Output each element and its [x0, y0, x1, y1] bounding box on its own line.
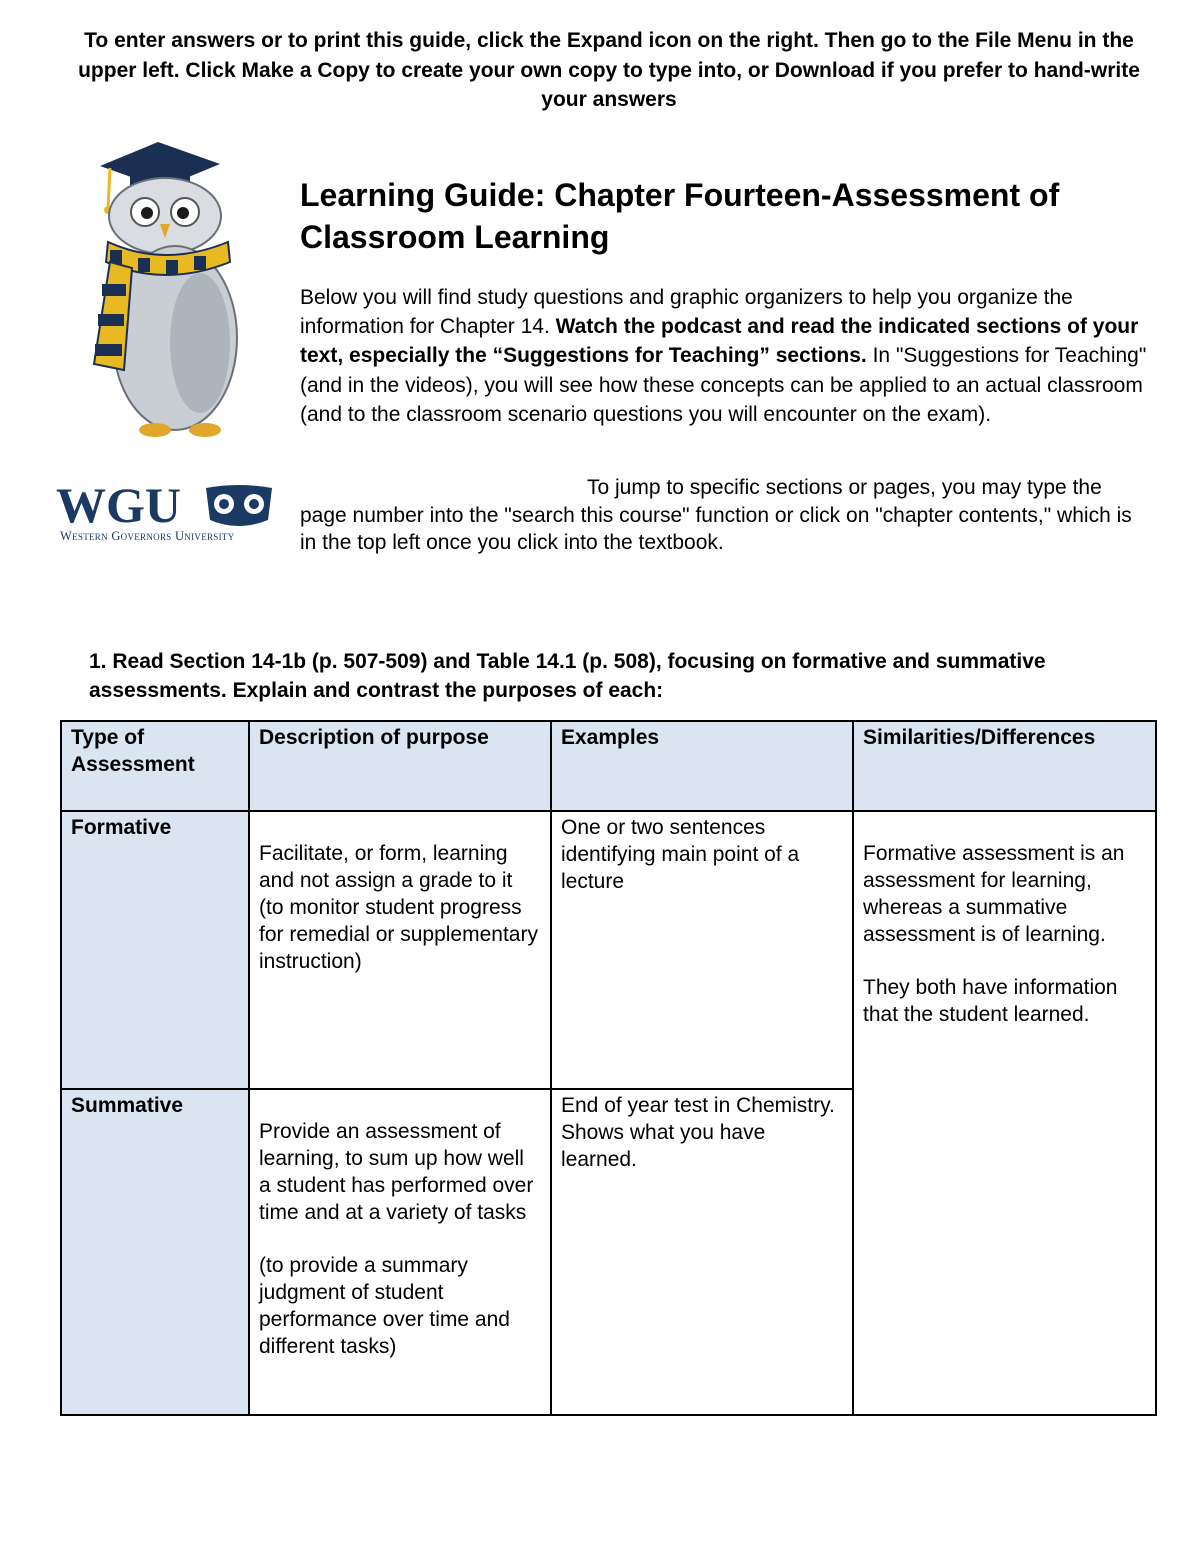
header-type: Type of Assessment [61, 721, 249, 811]
table-row-formative [61, 811, 1156, 1089]
row-type-formative: Formative [61, 811, 249, 1089]
similarities-text-1: Formative assessment is an assessment for learning, whereas a summative assessment is of learning. [863, 842, 1125, 946]
intro-bold-text: Watch the podcast and read the indicated sections of your text, especially the “Suggestions for Teaching” sections. [300, 315, 1139, 368]
wgu-logo [54, 478, 280, 548]
summative-description-text-2: (to provide a summary judgment of student performance over time and different tasks) [259, 1254, 510, 1358]
wgu-logo-text: WGU [56, 478, 181, 533]
question-1: 1. Read Section 14-1b (p. 507-509) and Table 14.1 (p. 508), focusing on formative and summative assessments. Explain and contrast the purposes of each: [89, 650, 1046, 702]
summative-description-text-1: Provide an assessment of learning, to sum up how well a student has performed over time and at a variety of tasks [259, 1120, 534, 1224]
header-examples: Examples [551, 721, 853, 811]
header-description: Description of purpose [249, 721, 551, 811]
assessment-table [60, 720, 1157, 1416]
summative-description[interactable] [249, 1089, 551, 1415]
formative-examples[interactable]: One or two sentences identifying main point of a lecture [551, 811, 853, 1089]
similarities-cell[interactable] [853, 811, 1156, 1415]
intro-text-1: Below you will find study questions and graphic organizers to help you organize the information for Chapter 14. [300, 286, 1073, 339]
summative-examples[interactable]: End of year test in Chemistry. Shows what you have learned. [551, 1089, 853, 1415]
jump-instructions: To jump to specific sections or pages, you may type the page number into the "search this course" function or click on "chapter contents," which is in the top left once you click into the textbook. [300, 476, 1132, 554]
owl-eyes-icon [206, 485, 272, 526]
similarities-text-2: They both have information that the student learned. [863, 976, 1118, 1026]
owl-mascot-icon [80, 138, 260, 448]
intro-paragraph [300, 283, 1160, 429]
wgu-logo-subtitle: Western Governors University [60, 529, 235, 543]
row-type-summative: Summative [61, 1089, 249, 1415]
header-similarities: Similarities/Differences [853, 721, 1156, 811]
instructions-banner: To enter answers or to print this guide, click the Expand icon on the right. Then go to the File Menu in the upper left. Click Make a Copy to create your own copy to type into, or Download if you prefer to hand-write your answers [78, 29, 1140, 111]
formative-description[interactable]: Facilitate, or form, learning and not assign a grade to it (to monitor student progress for remedial or supplementary instruction) [249, 811, 551, 1089]
table-header-row [61, 721, 1156, 811]
page-title: Learning Guide: Chapter Fourteen-Assessment of Classroom Learning [300, 177, 1060, 255]
intro-text-2: In "Suggestions for Teaching" (and in the videos), you will see how these concepts can be applied to an actual classroom (and to the classroom scenario questions you will encounter on the exam). [300, 344, 1147, 426]
